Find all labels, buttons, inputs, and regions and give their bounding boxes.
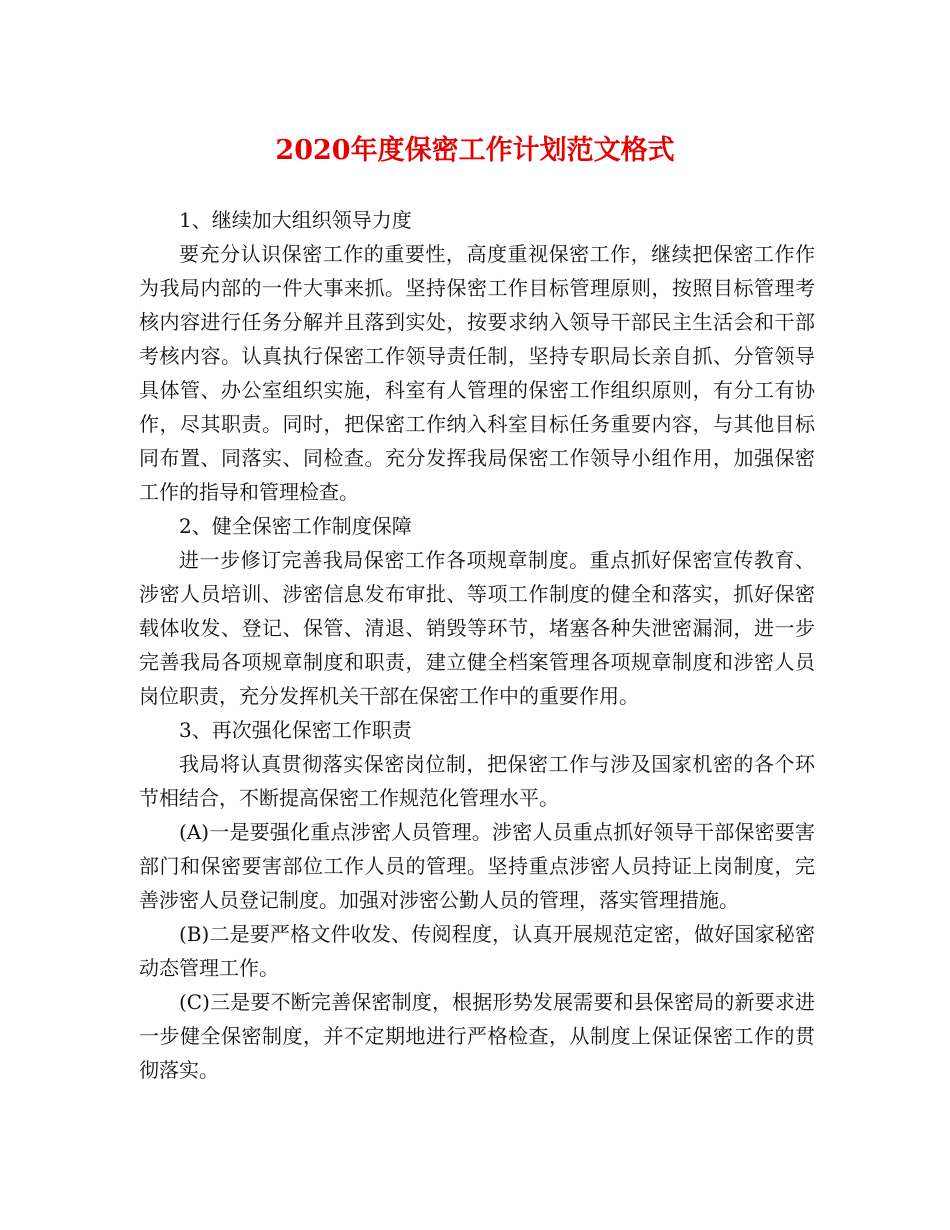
section-heading-1: 1、继续加大组织领导力度 bbox=[179, 208, 412, 232]
list-item-b: (B)二是要严格文件收发、传阅程度，认真开展规范定密，做好国家秘密动态管理工作。 bbox=[139, 922, 815, 980]
list-item-c: (C)三是要不断完善保密制度，根据形势发展需要和县保密局的新要求进一步健全保密制度，并不定期地进行严格检查，从制度上保证保密工作的贯彻落实。 bbox=[139, 990, 815, 1082]
section-heading-2: 2、健全保密工作制度保障 bbox=[179, 514, 412, 538]
section-heading-3: 3、再次强化保密工作职责 bbox=[179, 718, 412, 742]
document-body bbox=[139, 203, 815, 1087]
list-item-a: (A)一是要强化重点涉密人员管理。涉密人员重点抓好领导干部保密要害部门和保密要害部位工作人员的管理。坚持重点涉密人员持证上岗制度，完善涉密人员登记制度。加强对涉密公勤人员的管理，落实管理措施。 bbox=[139, 820, 815, 912]
body-paragraph: 我局将认真贯彻落实保密岗位制，把保密工作与涉及国家机密的各个环节相结合，不断提高保密工作规范化管理水平。 bbox=[139, 752, 815, 810]
body-paragraph: 要充分认识保密工作的重要性，高度重视保密工作，继续把保密工作作为我局内部的一件大事来抓。坚持保密工作目标管理原则，按照目标管理考核内容进行任务分解并且落到实处，按要求纳入领导干部民主生活会和干部考核内容。认真执行保密工作领导责任制，坚持专职局长亲自抓、分管领导具体管、办公室组织实施，科室有人管理的保密工作组织原则，有分工有协作，尽其职责。同时，把保密工作纳入科室目标任务重要内容，与其他目标同布置、同落实、同检查。充分发挥我局保密工作领导小组作用，加强保密工作的指导和管理检查。 bbox=[139, 242, 815, 504]
document-title: 2020年度保密工作计划范文格式 bbox=[275, 135, 675, 166]
body-paragraph: 进一步修订完善我局保密工作各项规章制度。重点抓好保密宣传教育、涉密人员培训、涉密信息发布审批、等项工作制度的健全和落实，抓好保密载体收发、登记、保管、清退、销毁等环节，堵塞各种失泄密漏洞，进一步完善我局各项规章制度和职责，建立健全档案管理各项规章制度和涉密人员岗位职责，充分发挥机关干部在保密工作中的重要作用。 bbox=[139, 548, 815, 708]
